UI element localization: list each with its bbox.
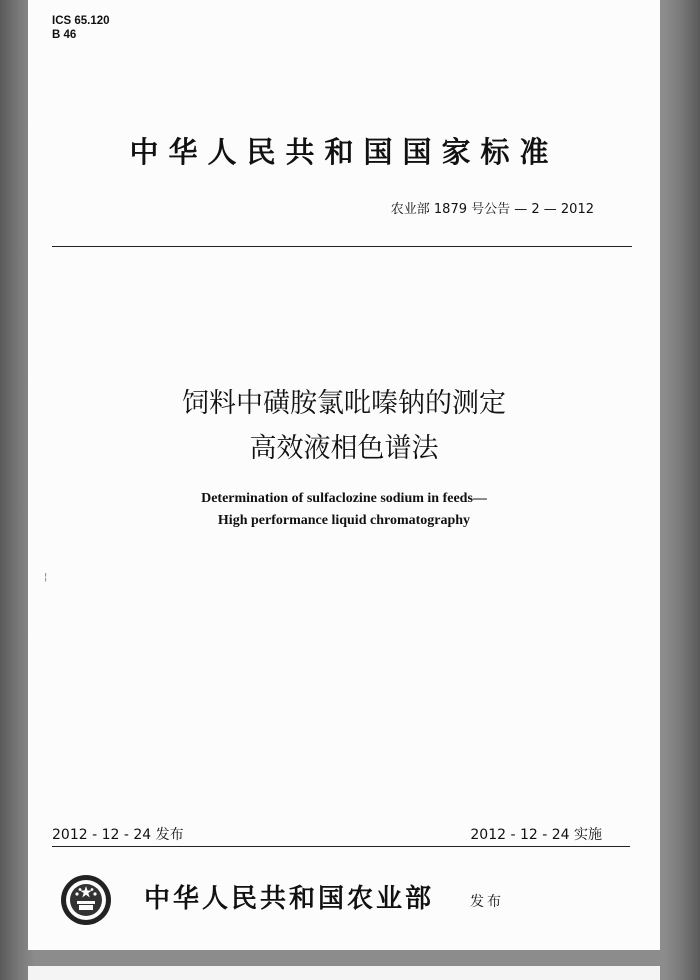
document-title-en-line1: Determination of sulfaclozine sodium in feeds— <box>201 491 487 506</box>
issue-date: 2012 - 12 - 24 发布 <box>52 827 184 843</box>
document-page <box>28 0 660 950</box>
document-title-en-line2: High performance liquid chromatography <box>217 513 471 528</box>
national-standard-title: 中华人民共和国国家标准 <box>129 135 559 169</box>
ics-code: ICS 65.120 <box>52 15 110 27</box>
top-divider <box>52 246 632 247</box>
classification-codes <box>52 14 110 42</box>
next-page-edge <box>28 966 660 980</box>
national-emblem-icon <box>60 874 112 926</box>
implementation-date: 2012 - 12 - 24 实施 <box>470 827 602 843</box>
issuing-ministry: 中华人民共和国农业部 <box>144 884 435 914</box>
document-title-zh-line1: 饲料中磺胺氯吡嗪钠的测定 <box>182 388 506 419</box>
ccs-code: B 46 <box>52 29 77 41</box>
publish-label: 发布 <box>470 894 504 910</box>
scan-artifact: ¦ <box>44 572 48 583</box>
bottom-divider <box>52 846 630 847</box>
standard-code: 农业部 1879 号公告 — 2 — 2012 <box>390 202 594 217</box>
document-title-zh-line2: 高效液相色谱法 <box>249 433 439 464</box>
